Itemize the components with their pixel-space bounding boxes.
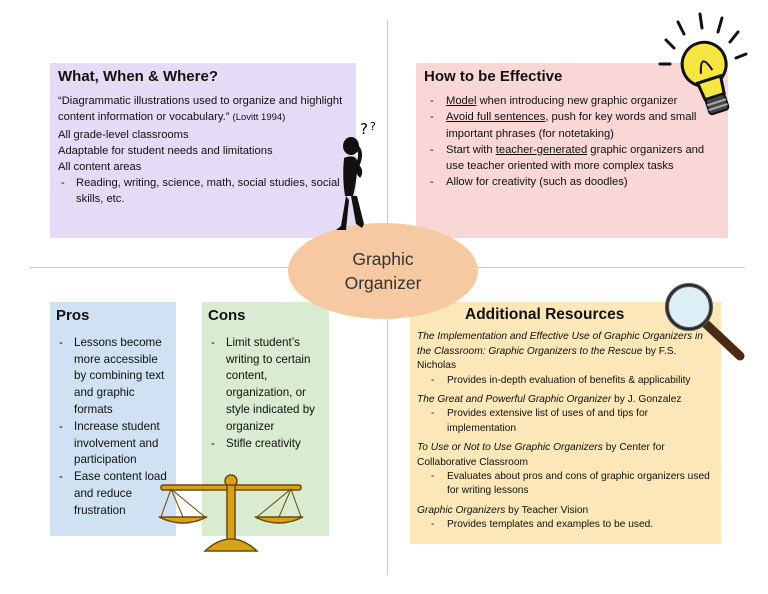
resource-item bbox=[417, 504, 714, 533]
tip-text: Start with bbox=[446, 143, 496, 156]
tip-text: when introducing new graphic organizer bbox=[476, 95, 678, 108]
resources-heading: Additional Resources bbox=[465, 306, 625, 323]
magnifying-glass-icon bbox=[662, 280, 748, 366]
cons-list bbox=[208, 335, 323, 453]
how-effective-heading: How to be Effective bbox=[424, 68, 563, 85]
resource-title: The Great and Powerful Graphic Organizer bbox=[417, 394, 612, 406]
svg-text:?: ? bbox=[360, 120, 368, 138]
resource-title: The Implementation and Effective Use of Graphic Organizers in the Classroom: Graphic Organizers to the Rescue bbox=[417, 331, 703, 357]
resource-author: by Teacher Vision bbox=[505, 504, 589, 516]
graphic-organizer-center bbox=[288, 223, 478, 319]
cons-heading: Cons bbox=[208, 307, 246, 324]
resource-description: - Provides in-depth evaluation of benefits & applicability bbox=[417, 374, 714, 388]
resource-description: - Provides extensive list of uses of and tips for implementation bbox=[417, 407, 714, 436]
light-bulb-icon bbox=[656, 10, 756, 128]
list-item: - Stifle creativity bbox=[208, 436, 323, 453]
underlined-term: Avoid full sentences bbox=[446, 111, 546, 124]
list-item: - Limit student’s writing to certain content, organization, or style indicated by organizer bbox=[208, 335, 323, 436]
list-item: - Increase student involvement and participation bbox=[56, 419, 170, 469]
info-line: All grade-level classrooms bbox=[58, 128, 189, 141]
resource-author: by J. Gonzalez bbox=[611, 394, 682, 406]
resource-title: Graphic Organizers bbox=[417, 504, 506, 516]
underlined-term: Model bbox=[446, 95, 477, 108]
resource-title: To Use or Not to Use Graphic Organizers bbox=[417, 442, 603, 454]
quote-text: “Diagrammatic illustrations used to organize and highlight content information or vocabulary.” bbox=[58, 95, 343, 124]
resource-citation bbox=[417, 393, 714, 407]
resource-description: - Provides templates and examples to be used. bbox=[417, 518, 714, 532]
definition-quote bbox=[58, 93, 348, 126]
what-when-where-heading: What, When & Where? bbox=[58, 68, 218, 85]
svg-text:?: ? bbox=[370, 120, 376, 133]
balance-scale-icon bbox=[153, 455, 308, 555]
center-title-line2: Organizer bbox=[344, 273, 422, 293]
tip-text: , push for key words and small important phrases (for notetaking) bbox=[446, 111, 697, 140]
tip-text: graphic organizers and use teacher oriented with more complex tasks bbox=[446, 143, 705, 173]
list-item bbox=[424, 142, 720, 174]
resource-author: by Center for Collaborative Classroom bbox=[417, 442, 665, 468]
resource-citation bbox=[417, 504, 714, 518]
list-item: - Allow for creativity (such as doodles) bbox=[424, 174, 720, 190]
info-line: Adaptable for student needs and limitations bbox=[58, 144, 273, 157]
list-item: - Ease content load and reduce frustration bbox=[56, 469, 170, 519]
resource-citation bbox=[417, 441, 714, 470]
resource-item bbox=[417, 441, 714, 499]
underlined-term: teacher-generated bbox=[495, 143, 588, 156]
thinking-person-icon bbox=[322, 118, 384, 236]
list-item: - Reading, writing, science, math, social studies, social skills, etc. bbox=[58, 175, 348, 207]
info-line: All content areas bbox=[58, 161, 142, 174]
center-title-line1: Graphic bbox=[352, 249, 414, 269]
content-areas-list bbox=[58, 175, 348, 207]
list-item: - Lessons become more accessible by combining text and graphic formats bbox=[56, 335, 170, 419]
what-when-where-panel bbox=[50, 63, 356, 238]
pros-heading: Pros bbox=[56, 307, 90, 324]
citation: (Lovitt 1994) bbox=[232, 112, 286, 124]
resource-item bbox=[417, 393, 714, 436]
resource-author: by F.S. Nicholas bbox=[417, 345, 677, 372]
resource-description: - Evaluates about pros and cons of graphic organizers used for writing lessons bbox=[417, 470, 714, 499]
